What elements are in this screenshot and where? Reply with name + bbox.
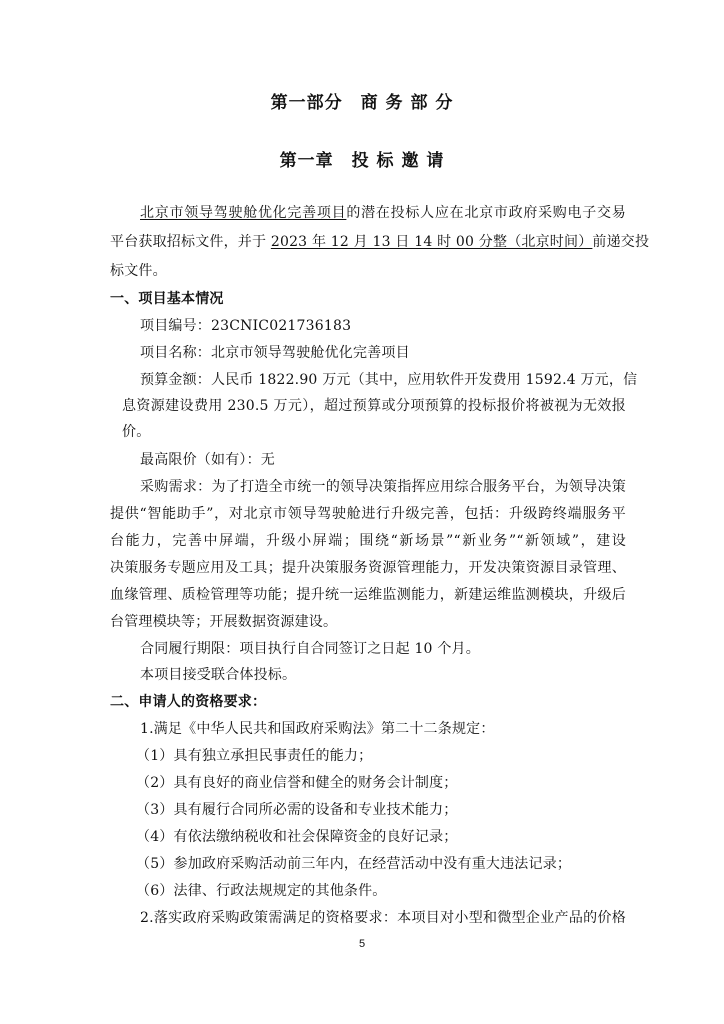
qualification-sub-5: （5）参加政府采购活动前三年内，在经营活动中没有重大违法记录； — [136, 856, 572, 872]
requirement-line-1: 采购需求：为了打造全市统一的领导决策指挥应用综合服务平台，为领导决策 — [140, 479, 626, 495]
section1-heading: 一、项目基本情况 — [110, 291, 224, 307]
project-number: 项目编号：23CNIC021736183 — [140, 318, 352, 334]
qualification-item-1: 1.满足《中华人民共和国政府采购法》第二十二条规定： — [140, 721, 495, 737]
budget-line-2: 息资源建设费用 230.5 万元），超过预算或分项预算的投标报价将被视为无效报 — [122, 398, 626, 414]
budget-line-3: 价。 — [122, 424, 151, 440]
max-price: 最高限价（如有）：无 — [140, 452, 275, 468]
intro-text-b: 平台获取招标文件，并于 — [110, 234, 271, 250]
chapter-title: 第一章 投 标 邀 请 — [279, 151, 445, 171]
consortium-note: 本项目接受联合体投标。 — [140, 667, 297, 683]
page-number: 5 — [358, 938, 366, 950]
requirement-line-6: 台管理模块等；开展数据资源建设。 — [110, 614, 338, 630]
intro-project-name: 北京市领导驾驶舱优化完善项目 — [140, 205, 347, 221]
contract-period: 合同履行期限：项目执行自合同签订之日起 10 个月。 — [140, 641, 480, 657]
intro-line-3: 标文件。 — [110, 263, 167, 279]
part-title: 第一部分 商 务 部 分 — [270, 93, 454, 113]
section2-heading: 二、申请人的资格要求： — [110, 694, 267, 710]
requirement-line-5: 血缘管理、质检管理等功能；提升统一运维监测能力，新建运维监测模块，升级后 — [110, 587, 626, 603]
qualification-sub-3: （3）具有履行合同所必需的设备和专业技术能力； — [136, 802, 458, 818]
qualification-sub-2: （2）具有良好的商业信誉和健全的财务会计制度； — [136, 775, 458, 791]
intro-line-2 — [110, 233, 650, 251]
qualification-sub-6: （6）法律、行政法规规定的其他条件。 — [136, 883, 387, 899]
intro-text-c: 前递交投 — [592, 234, 650, 250]
intro-line-1 — [140, 204, 626, 222]
requirement-line-2: 提供“智能助手”，对北京市领导驾驶舱进行升级完善，包括：升级跨终端服务平 — [110, 506, 626, 522]
requirement-line-3: 台能力，完善中屏端，升级小屏端；围绕“新场景”“新业务”“新领域”，建设 — [110, 533, 626, 549]
intro-text-a: 的潜在投标人应在北京市政府采购电子交易 — [346, 205, 626, 221]
intro-deadline: 2023 年 12 月 13 日 14 时 00 分整（北京时间） — [270, 234, 593, 250]
qualification-sub-4: （4）有依法缴纳税收和社会保障资金的良好记录； — [136, 829, 458, 845]
qualification-sub-1: （1）具有独立承担民事责任的能力； — [136, 748, 373, 764]
project-name: 项目名称：北京市领导驾驶舱优化完善项目 — [140, 345, 410, 361]
qualification-item-2: 2.落实政府采购政策需满足的资格要求：本项目对小型和微型企业产品的价格 — [140, 910, 626, 926]
requirement-line-4: 决策服务专题应用及工具；提升决策服务资源管理能力，开发决策资源目录管理、 — [110, 560, 626, 576]
budget-line-1: 预算金额：人民币 1822.90 万元（其中，应用软件开发费用 1592.4 万元，信 — [140, 372, 638, 388]
